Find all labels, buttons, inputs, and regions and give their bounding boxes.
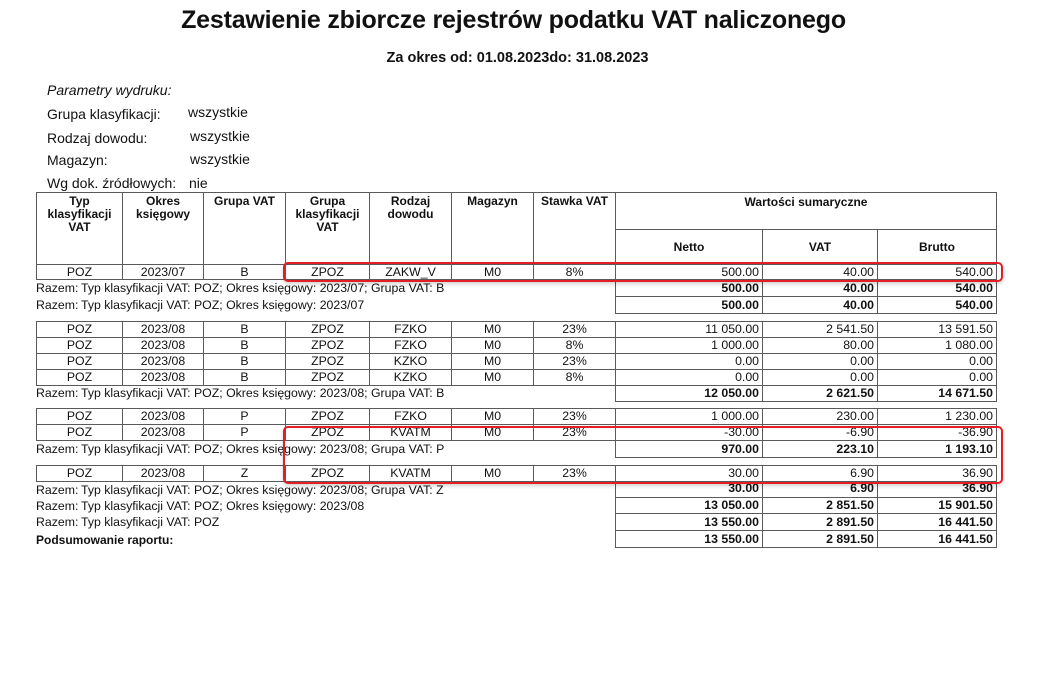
cell-grupa-vat: Z [203,465,286,482]
cell-stawka-vat: 23% [533,424,616,441]
param-value: wszystkie [190,151,250,167]
cell-rodzaj-dowodu: FZKO [369,408,452,425]
cell-typ: POZ [36,408,123,425]
summary-netto: 500.00 [615,279,763,297]
cell-rodzaj-dowodu: ZAKW_V [369,264,452,280]
cell-stawka-vat: 23% [533,321,616,338]
summary-vat: 2 851.50 [762,497,878,514]
cell-netto: 11 050.00 [615,321,763,338]
summary-brutto: 1 193.10 [877,440,997,458]
cell-magazyn: M0 [451,353,534,370]
cell-vat: 230.00 [762,408,878,425]
cell-rodzaj-dowodu: FZKO [369,321,452,338]
cell-grupa-klasyfikacji: ZPOZ [285,337,370,354]
param-label: Wg dok. źródłowych: [47,175,177,191]
cell-stawka-vat: 23% [533,408,616,425]
summary-text: Typ klasyfikacji VAT: POZ; Okres księgowy: 2023/08; Grupa VAT: P [81,442,445,456]
cell-magazyn: M0 [451,264,534,280]
summary-prefix: Razem: [36,386,79,400]
cell-vat: -6.90 [762,424,878,441]
cell-magazyn: M0 [451,321,534,338]
summary-label [36,385,444,401]
summary-netto: 12 050.00 [615,385,763,402]
cell-brutto: -36.90 [877,424,997,441]
header-grupa-klasyfikacji: Grupa klasyfikacji VAT [285,192,370,265]
param-value: nie [189,175,208,191]
summary-netto: 970.00 [615,440,763,458]
summary-text: Typ klasyfikacji VAT: POZ; Okres księgowy: 2023/08 [81,499,365,513]
cell-typ: POZ [36,369,123,386]
cell-typ: POZ [36,353,123,370]
cell-grupa-vat: P [203,424,286,441]
cell-grupa-klasyfikacji: ZPOZ [285,264,370,280]
cell-vat: 0.00 [762,369,878,386]
cell-okres: 2023/08 [122,465,204,482]
cell-typ: POZ [36,424,123,441]
cell-netto: 0.00 [615,353,763,370]
summary-prefix: Razem: [36,499,79,513]
header-vat: VAT [762,229,878,265]
header-wartosci-sumaryczne: Wartości sumaryczne [615,192,997,230]
cell-typ: POZ [36,264,123,280]
cell-brutto: 1 230.00 [877,408,997,425]
cell-magazyn: M0 [451,408,534,425]
summary-prefix: Razem: [36,515,79,529]
summary-vat: 2 621.50 [762,385,878,402]
cell-grupa-vat: B [203,353,286,370]
cell-brutto: 540.00 [877,264,997,280]
header-brutto: Brutto [877,229,997,265]
summary-label [36,482,444,498]
summary-vat: 40.00 [762,279,878,297]
cell-brutto: 0.00 [877,369,997,386]
header-rodzaj-dowodu: Rodzaj dowodu [369,192,452,265]
summary-label [36,441,444,457]
cell-netto: 30.00 [615,465,763,482]
cell-stawka-vat: 23% [533,465,616,482]
summary-text: Typ klasyfikacji VAT: POZ; Okres księgowy: 2023/08; Grupa VAT: B [81,386,445,400]
cell-netto: 1 000.00 [615,408,763,425]
param-value: wszystkie [188,104,248,120]
cell-brutto: 36.90 [877,465,997,482]
summary-text: Typ klasyfikacji VAT: POZ; Okres księgowy: 2023/08; Grupa VAT: Z [81,483,444,497]
summary-label [36,297,364,313]
cell-rodzaj-dowodu: KVATM [369,465,452,482]
summary-vat: 40.00 [762,296,878,314]
cell-brutto: 0.00 [877,353,997,370]
header-magazyn: Magazyn [451,192,534,265]
cell-stawka-vat: 8% [533,264,616,280]
cell-rodzaj-dowodu: FZKO [369,337,452,354]
cell-netto: -30.00 [615,424,763,441]
summary-netto: 13 550.00 [615,513,763,531]
cell-brutto: 1 080.00 [877,337,997,354]
cell-grupa-klasyfikacji: ZPOZ [285,369,370,386]
cell-netto: 1 000.00 [615,337,763,354]
cell-okres: 2023/08 [122,408,204,425]
cell-grupa-vat: B [203,321,286,338]
cell-typ: POZ [36,337,123,354]
summary-brutto: 540.00 [877,296,997,314]
grand-total-vat: 2 891.50 [762,530,878,548]
summary-netto: 30.00 [615,481,763,498]
param-label: Grupa klasyfikacji: [47,106,161,122]
cell-okres: 2023/08 [122,369,204,386]
cell-grupa-vat: B [203,337,286,354]
summary-text: Typ klasyfikacji VAT: POZ [81,515,220,529]
cell-typ: POZ [36,465,123,482]
cell-vat: 0.00 [762,353,878,370]
cell-rodzaj-dowodu: KVATM [369,424,452,441]
cell-typ: POZ [36,321,123,338]
summary-label [36,498,364,514]
cell-okres: 2023/07 [122,264,204,280]
summary-brutto: 15 901.50 [877,497,997,514]
cell-magazyn: M0 [451,465,534,482]
cell-netto: 0.00 [615,369,763,386]
cell-rodzaj-dowodu: KZKO [369,353,452,370]
report-period: Za okres od: 01.08.2023do: 31.08.2023 [386,50,649,66]
summary-brutto: 14 671.50 [877,385,997,402]
cell-stawka-vat: 23% [533,353,616,370]
cell-netto: 500.00 [615,264,763,280]
cell-magazyn: M0 [451,424,534,441]
summary-brutto: 36.90 [877,481,997,498]
summary-vat: 2 891.50 [762,513,878,531]
summary-prefix: Razem: [36,281,79,295]
param-label: Magazyn: [47,152,108,168]
cell-grupa-klasyfikacji: ZPOZ [285,408,370,425]
cell-rodzaj-dowodu: KZKO [369,369,452,386]
cell-magazyn: M0 [451,337,534,354]
params-heading: Parametry wydruku: [47,82,172,98]
summary-label [36,280,444,296]
grand-total-netto: 13 550.00 [615,530,763,548]
cell-okres: 2023/08 [122,424,204,441]
cell-grupa-vat: B [203,264,286,280]
grand-total-brutto: 16 441.50 [877,530,997,548]
summary-brutto: 16 441.50 [877,513,997,531]
cell-vat: 40.00 [762,264,878,280]
summary-netto: 13 050.00 [615,497,763,514]
grand-total-label: Podsumowanie raportu: [36,533,174,547]
header-grupa-vat: Grupa VAT [203,192,286,265]
summary-text: Typ klasyfikacji VAT: POZ; Okres księgowy: 2023/07 [81,298,365,312]
cell-okres: 2023/08 [122,321,204,338]
header-netto: Netto [615,229,763,265]
cell-grupa-klasyfikacji: ZPOZ [285,353,370,370]
summary-netto: 500.00 [615,296,763,314]
cell-grupa-vat: P [203,408,286,425]
cell-grupa-vat: B [203,369,286,386]
cell-brutto: 13 591.50 [877,321,997,338]
cell-stawka-vat: 8% [533,369,616,386]
cell-vat: 6.90 [762,465,878,482]
summary-vat: 223.10 [762,440,878,458]
param-label: Rodzaj dowodu: [47,130,148,146]
summary-label [36,514,219,530]
summary-prefix: Razem: [36,298,79,312]
summary-vat: 6.90 [762,481,878,498]
cell-magazyn: M0 [451,369,534,386]
cell-vat: 80.00 [762,337,878,354]
summary-prefix: Razem: [36,442,79,456]
cell-okres: 2023/08 [122,337,204,354]
cell-grupa-klasyfikacji: ZPOZ [285,321,370,338]
report-title: Zestawienie zbiorcze rejestrów podatku VAT naliczonego [181,6,846,34]
cell-stawka-vat: 8% [533,337,616,354]
cell-grupa-klasyfikacji: ZPOZ [285,424,370,441]
cell-grupa-klasyfikacji: ZPOZ [285,465,370,482]
summary-brutto: 540.00 [877,279,997,297]
cell-okres: 2023/08 [122,353,204,370]
param-value: wszystkie [190,128,250,144]
header-okres: Okres księgowy [122,192,204,265]
summary-text: Typ klasyfikacji VAT: POZ; Okres księgowy: 2023/07; Grupa VAT: B [81,281,445,295]
header-typ: Typ klasyfikacji VAT [36,192,123,265]
cell-vat: 2 541.50 [762,321,878,338]
summary-prefix: Razem: [36,483,79,497]
header-stawka-vat: Stawka VAT [533,192,616,265]
